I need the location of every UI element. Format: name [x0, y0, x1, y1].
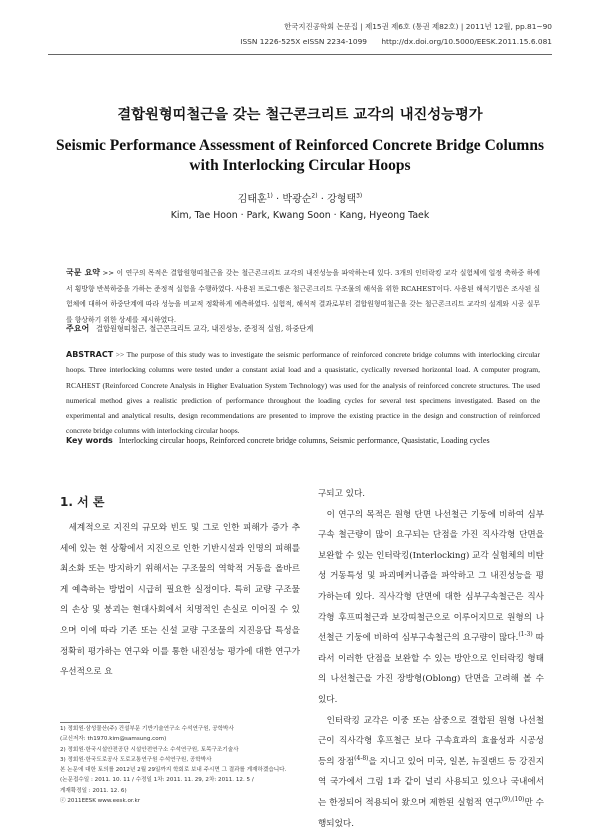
footnote-line: (교신저자: th1970.kim@samsung.com): [60, 736, 167, 743]
title-english: [0, 136, 600, 176]
paragraph-text: 인터락킹 교각은 이중 또는 삼중으로 결합된 원형 나선철근이 직사각형 후프철근 보다 구속효과의 효율성과 시공성 등의 장점: [318, 715, 544, 767]
paragraph-text: 따라서 이러한 단점을 보완할 수 있는 방안으로 인터락킹 형태의 나선철근을 가진 장방형(Oblong) 단면을 고려해 볼 수 있다.: [318, 633, 544, 705]
paragraph-text: 이 연구의 목적은 원형 단면 나선철근 기둥에 비하여 심부구속 철근량이 많이 요구되는 단점을 가진 직사각형 단면을 보완할 수 있는 인터락킹(Interlocking) 교각 실험체의 비탄성 거동특성 및 파괴메커니즘을 파악하고 그 내진성능을 평가하는데 있다. 직사각형 단면에 대한 심부구속철근은 직사각형 후프띠철근과 보강띠철근으로 이루어지므로 원형의 나선철근 기둥에 비하여 심부구속철근의 요구량이 많다.: [318, 509, 544, 644]
paragraph-text: 을 지니고 있어 미국, 일본, 뉴질랜드 등 강진지역 국가에서 그림 1과 같이 널리 사용되고 있으나 국내에서는 한정되어 적용되어 왔으며 제한된 실험적 연구: [318, 756, 544, 808]
keywords-english-text: Interlocking circular hoops, Reinforced concrete bridge columns, Seismic performance, Quasistatic, Loading cycles: [118, 436, 490, 445]
body-text-right: [318, 484, 544, 829]
abstract-korean-label: 국문 요약: [66, 268, 101, 277]
footnote-line: 본 논문에 대한 토의를 2012년 2월 29일까지 학회로 보내 주시면 그 결과를 게재하겠습니다.: [60, 767, 287, 774]
footnote-rule: [60, 722, 130, 723]
citation: (4-8): [354, 754, 369, 762]
author-2-mark: 2): [311, 192, 318, 200]
author-3-mark: 3): [356, 192, 363, 200]
abstract-korean: [66, 265, 540, 328]
journal-header: 한국지진공학회 논문집 | 제15권 제6호 (통권 제82호) | 2011년 12월, pp.81~90: [284, 22, 552, 31]
footnote-line: 1) 정회원·삼성물산(주) 건설부문 기반기술연구소 수석연구원, 공학박사: [60, 726, 234, 732]
paragraph-continuation: 구되고 있다.: [318, 489, 365, 499]
author-3: 강형택: [327, 194, 357, 205]
paragraph-interlocking: [318, 711, 544, 834]
title-english-line-1: Seismic Performance Assessment of Reinforced Concrete Bridge Columns: [55, 137, 544, 154]
footnote-line: 3) 정회원·한국도로공사 도로교통연구원 수석연구원, 공학박사: [60, 756, 212, 763]
copyright-line: ⓒ 2011EESK www.eesk.or.kr: [60, 798, 141, 805]
author-sep: ·: [317, 194, 328, 205]
paragraph-text: 만 수행되었다.: [318, 797, 544, 829]
keywords-english-label: Key words: [66, 436, 113, 445]
header-rule: [48, 54, 552, 55]
footnote-line: (논문접수일 : 2011. 10. 11 / 수정일 1차: 2011. 11. 29, 2차: 2011. 12. 5 /: [60, 777, 254, 784]
keywords-korean: [66, 323, 546, 334]
issn-text: ISSN 1226-525X eISSN 2234-1099: [240, 37, 367, 46]
abstract-arrow: >>: [100, 269, 117, 277]
keywords-korean-label: 주요어: [66, 324, 90, 333]
footnote-line: 2) 정회원·한국시설안전공단 시설안전연구소 수석연구원, 토목구조기술사: [60, 746, 239, 753]
footnote-line: 게재확정일 : 2011. 12. 6): [60, 787, 127, 794]
author-1-mark: 1): [266, 192, 273, 200]
body-text-left: 세계적으로 지진의 규모와 빈도 및 그로 인한 피해가 증가 추세에 있는 현 상황에서 지진으로 인한 기반시설과 인명의 피해를 최소화 또는 방지하기 위해서는 구조물의 역학적 거동을 올바르게 예측하는 방법이 시급히 필요한 실정이다. 특히 교량 구조물의 손상 및 붕괴는 현대사회에서 치명적인 손실로 이어질 수 있으며 이에 따라 기존 또는 신설 교량 구조물의 지진응답 특성을 정확히 평가하는 연구와 이를 통한 내진성능 평가에 대한 연구가 우선적으로 요: [60, 523, 300, 678]
issn-doi-line: [228, 37, 552, 46]
footnotes: [60, 724, 305, 806]
doi-link[interactable]: http://dx.doi.org/10.5000/EESK.2011.15.6.081: [381, 37, 552, 46]
title-korean: 결합원형띠철근을 갖는 철근콘크리트 교각의 내진성능평가: [117, 107, 483, 123]
abstract-english: [66, 347, 540, 439]
abstract-english-text: The purpose of this study was to investigate the seismic performance of reinforced concrete bridge columns with interlocking circular hoops. Three interlocking columns were tested under a constant axial load and a quasistatic, cyclically reversed horizontal load. A computer program, RCAHEST (Reinforced Concrete Analysis in Higher Evaluation System Technology) was used for the analysis of reinforced concrete structures. The used numerical method gives a realistic prediction of performance throughout the loading cycles for several test specimens investigated. Based on the experimental and analytical results, design recommendations are presented to improve the existing practice in the design and construction of reinforced concrete bridge columns with interlocking circular hoops.: [66, 350, 540, 436]
authors-english: Kim, Tae Hoon · Park, Kwang Soon · Kang, Hyeong Taek: [170, 210, 430, 221]
citation: (9),(10): [501, 796, 525, 804]
keywords-korean-text: 결합원형띠철근, 철근콘크리트 교각, 내진성능, 준정적 실험, 하중단계: [96, 324, 314, 333]
author-1: 김태훈: [237, 194, 267, 205]
abstract-arrow: >>: [113, 350, 127, 359]
abstract-english-label: ABSTRACT: [66, 350, 114, 359]
title-english-line-2: with Interlocking Circular Hoops: [189, 157, 411, 174]
paragraph-purpose: [318, 505, 544, 711]
keywords-english: [66, 436, 546, 445]
author-2: 박광순: [282, 194, 312, 205]
authors-korean: [0, 190, 600, 205]
abstract-korean-text: 이 연구의 목적은 결합원형띠철근을 갖는 철근콘크리트 교각의 내진성능을 파악하는데 있다. 3개의 인터락킹 교각 실험체에 일정 축하중 하에서 횡방향 반복하중을 가하는 준정적 실험을 수행하였다. 사용된 프로그램은 철근콘크리트 구조물의 해석을 위한 RCAHEST이다. 사용된 해석기법은 조사된 실험체에 대하여 하중단계에 따라 성능을 비교적 정확하게 예측하였다. 실험적, 해석적 결과로부터 결합원형띠철근을 갖는 철근콘크리트 교각의 설계와 시공 실무를 향상하기 위한 상세를 제시하였다.: [66, 269, 540, 324]
author-sep: ·: [272, 194, 283, 205]
section-heading: 1. 서 론: [60, 495, 105, 509]
citation: (1-3): [518, 631, 533, 639]
